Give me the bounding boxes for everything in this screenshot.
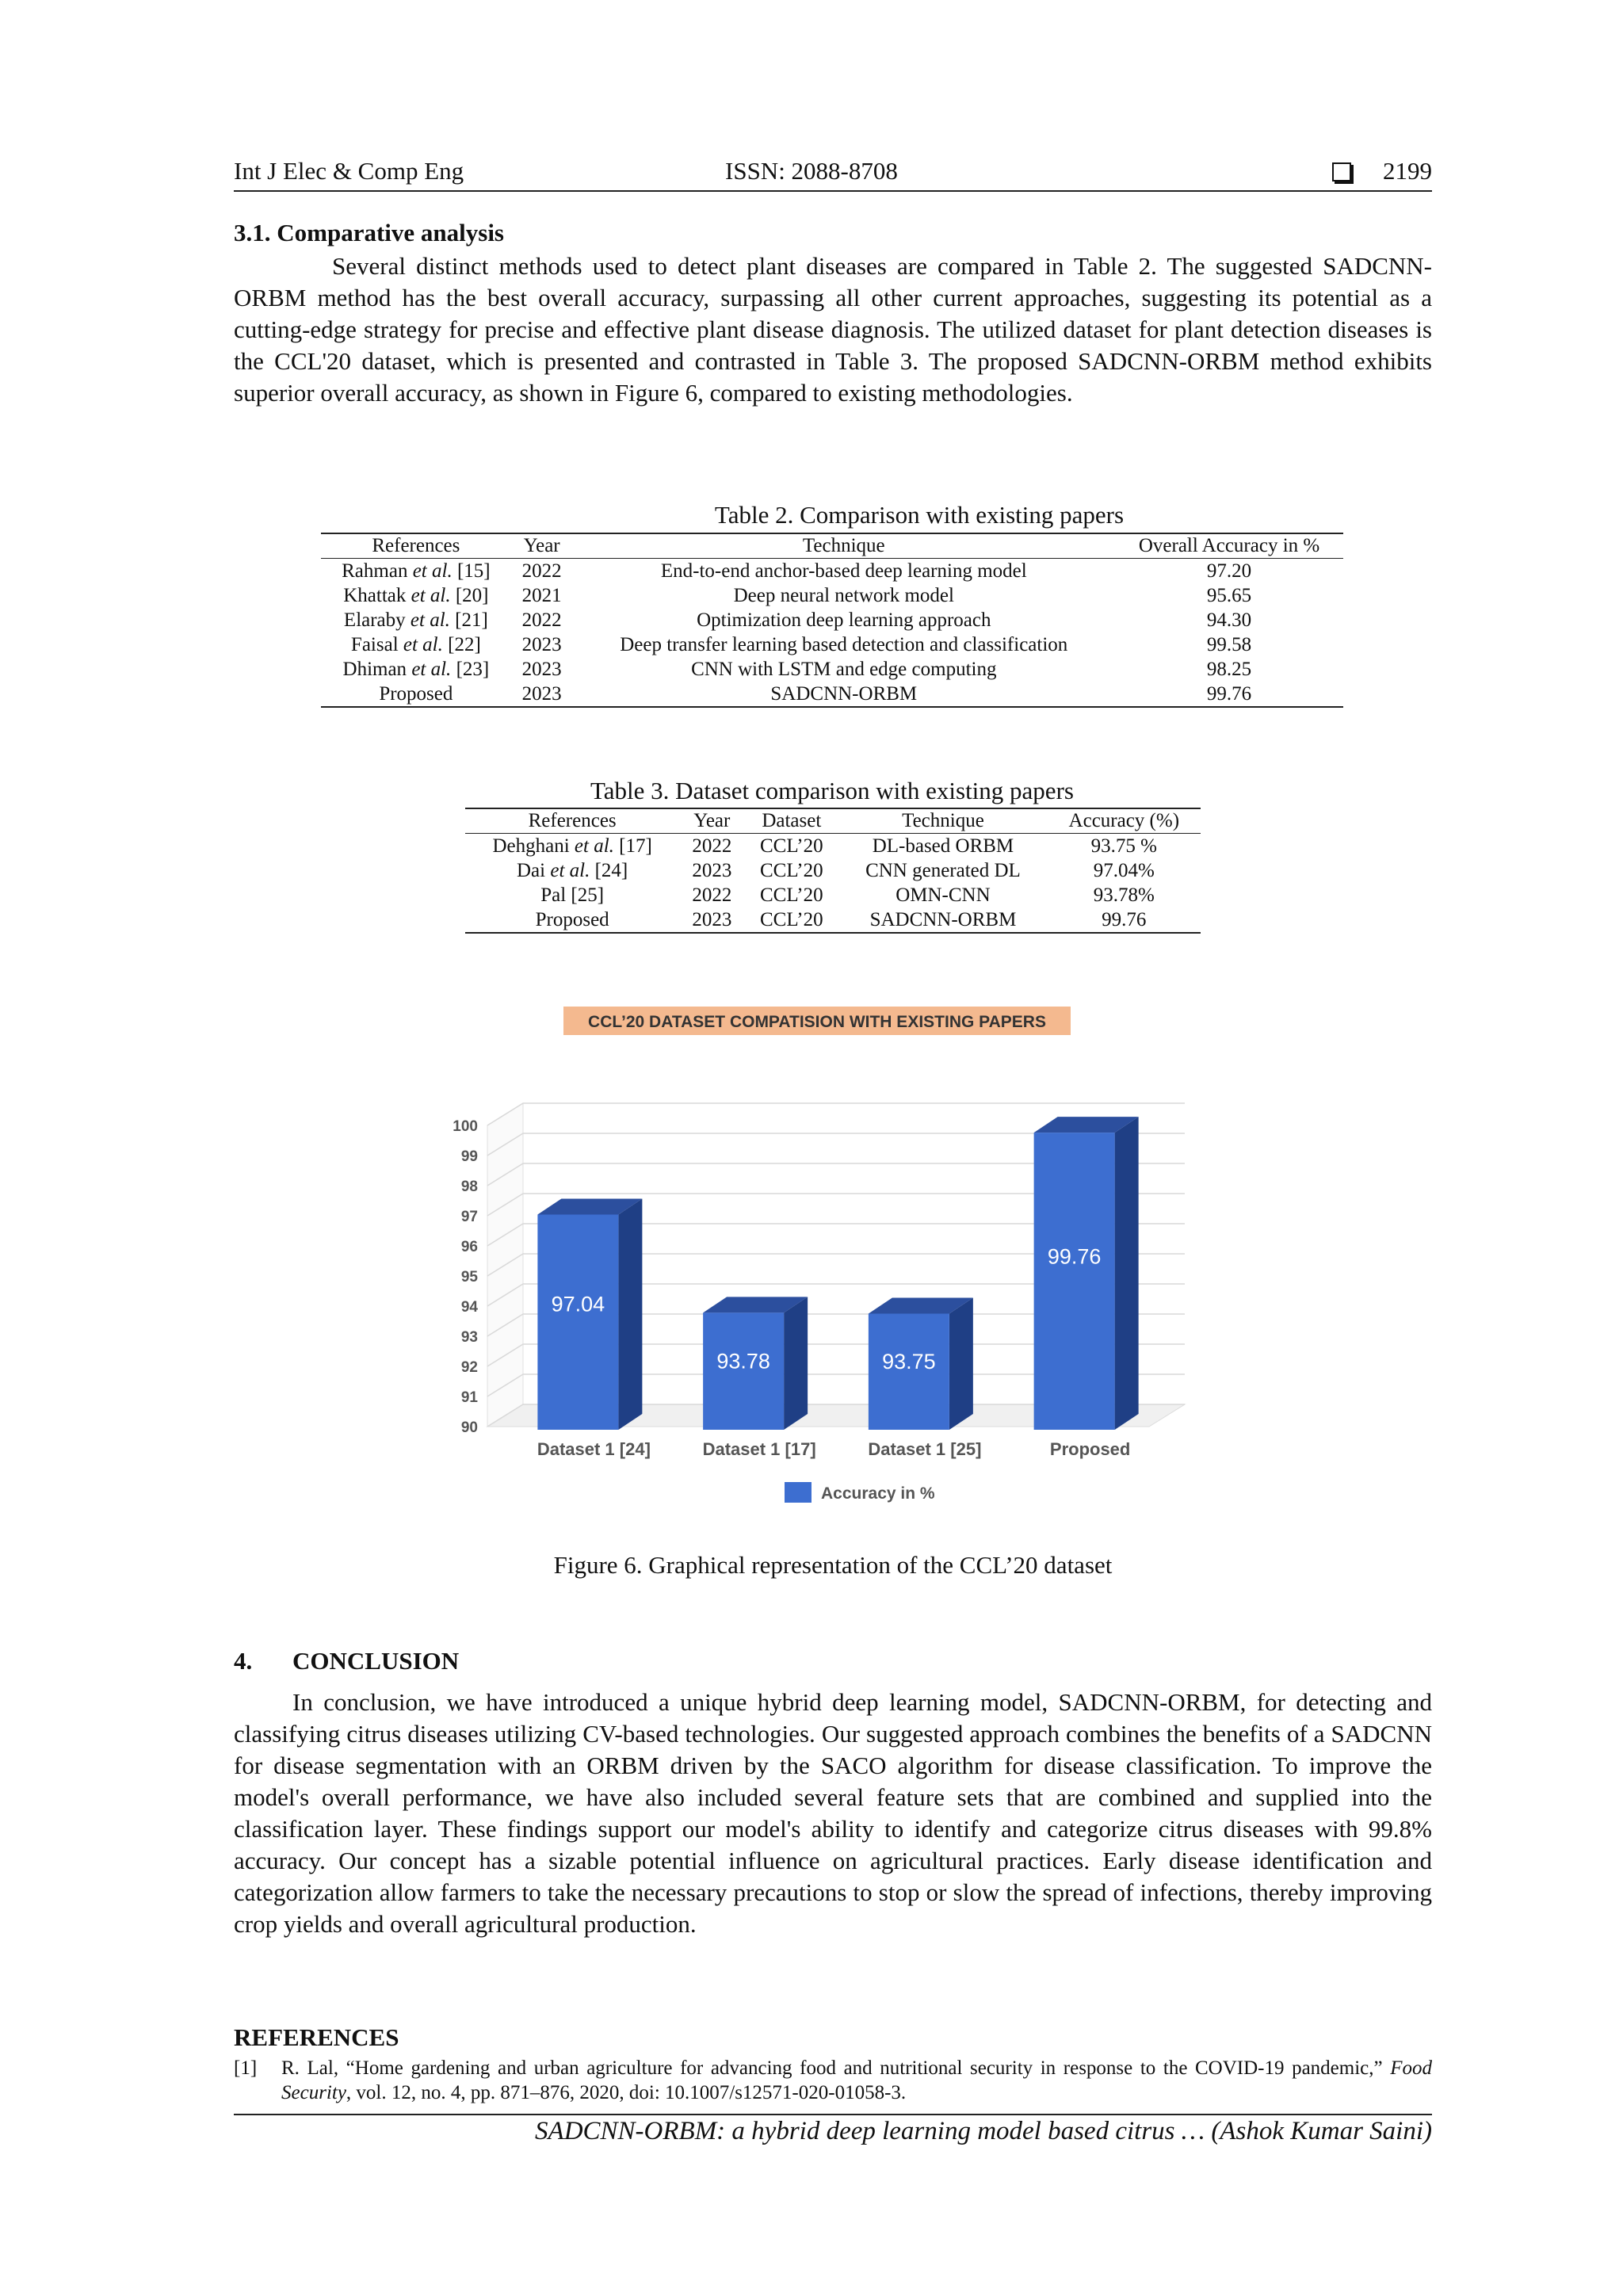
author: Dai (517, 860, 546, 881)
reference-details: , vol. 12, no. 4, pp. 871–876, 2020, doi: 10.1007/s12571-020-01058-3. (346, 2082, 907, 2103)
reference-cell (321, 583, 511, 608)
citation: [21] (455, 609, 488, 631)
table-row (465, 907, 1201, 933)
reference-number: [1] (234, 2057, 258, 2079)
reference-cell (321, 632, 511, 657)
year-cell: 2022 (692, 884, 732, 906)
table2-caption: Table 2. Comparison with existing papers (714, 501, 1125, 529)
et-al: et al. (412, 560, 453, 582)
author: Pal (540, 884, 567, 906)
bar-data-label: 99.76 (1047, 1244, 1102, 1269)
dataset-cell: CCL’20 (759, 860, 823, 881)
y-tick-label: 95 (460, 1269, 478, 1286)
author: Faisal (350, 634, 399, 655)
bar-chart (376, 1007, 1288, 1530)
table3-header-cell: References (465, 808, 679, 834)
conclusion-paragraph: In conclusion, we have introduced a unique hybrid deep learning model, SADCNN-ORBM, for detecting and classifying citrus diseases utilizing CV-based technologies. Our suggested approach combines the benefits of a SADCNN for disease segmentation with an ORBM driven by the SACO algorithm for disease classification. To improve the model's overall performance, we have also included several feature sets that are combined and supplied into the classification layer. These findings support our model's ability to identify and categorize citrus diseases with 99.8% accuracy. Our concept has a sizable potential influence on agricultural practices. Early disease identification and categorization allow farmers to take the necessary precautions to stop or slow the spread of infections, thereby improving crop yields and overall agricultural production. (234, 1688, 1432, 1938)
bar-data-label: 93.78 (716, 1349, 770, 1373)
figure-caption: Figure 6. Graphical representation of the CCL’20 dataset (553, 1551, 1113, 1579)
table2-header-cell: Technique (572, 533, 1115, 559)
table2 (321, 533, 1343, 708)
y-tick-label: 91 (460, 1389, 478, 1406)
y-tick-label: 94 (460, 1299, 478, 1316)
reference-cell (465, 883, 679, 907)
citation: [24] (594, 860, 628, 881)
conclusion-title: CONCLUSION (292, 1647, 460, 1675)
table-row (321, 559, 1343, 584)
table-row (465, 834, 1201, 859)
year-cell: 2022 (521, 560, 562, 582)
checkbox-square-icon (1332, 162, 1351, 181)
table-row (321, 682, 1343, 707)
chart-title: CCL’20 DATASET COMPATISION WITH EXISTING PAPERS (588, 1013, 1046, 1031)
bar-data-label: 93.75 (882, 1350, 936, 1374)
technique-cell: CNN with LSTM and edge computing (691, 659, 997, 680)
reference-journal: Food Security (281, 2057, 1432, 2103)
citation: [15] (456, 560, 491, 582)
dataset-cell: CCL’20 (759, 884, 823, 906)
x-tick-label: Dataset 1 [24] (537, 1439, 651, 1459)
table3-header-cell: Accuracy (%) (1048, 808, 1201, 834)
et-al: et al. (403, 634, 443, 655)
x-tick-label: Dataset 1 [17] (702, 1439, 816, 1459)
reference-item (234, 2056, 1432, 2105)
citation: [25] (571, 884, 605, 906)
et-al: et al. (410, 609, 450, 631)
acc-cell: 98.25 (1206, 659, 1252, 680)
bar-side (784, 1297, 808, 1430)
reference-cell (321, 657, 511, 682)
section-paragraph: Several distinct methods used to detect plant diseases are compared in Table 2. The suggested SADCNN-ORBM method has the best overall accuracy, surpassing all other current approaches, suggesting its potential as a cutting-edge strategy for precise and effective plant disease diagnosis. The utilized dataset for plant detection diseases is the CCL'20 dataset, which is presented and contrasted in Table 3. The proposed SADCNN-ORBM method exhibits superior overall accuracy, as shown in Figure 6, compared to existing methodologies. (234, 252, 1432, 407)
citation: [22] (448, 634, 481, 655)
technique-cell: End-to-end anchor-based deep learning model (660, 560, 1027, 582)
reference-cell (465, 858, 679, 883)
acc-cell: 94.30 (1206, 609, 1252, 631)
y-tick-label: 100 (453, 1118, 478, 1135)
y-tick-label: 98 (460, 1179, 478, 1195)
reference-cell (465, 834, 679, 859)
x-tick-label: Dataset 1 [25] (868, 1439, 982, 1459)
acc-cell: 97.04% (1093, 860, 1155, 881)
technique-cell: Optimization deep learning approach (697, 609, 991, 631)
year-cell: 2023 (692, 860, 732, 881)
table3-caption: Table 3. Dataset comparison with existing papers (590, 777, 1074, 804)
table3-header-cell: Technique (838, 808, 1047, 834)
legend-label: Accuracy in % (821, 1484, 935, 1503)
references-heading: REFERENCES (234, 2023, 399, 2051)
technique-cell: SADCNN-ORBM (770, 683, 918, 705)
table-row (321, 608, 1343, 632)
et-al: et al. (550, 860, 590, 881)
technique-cell: Deep transfer learning based detection and classification (620, 634, 1068, 655)
citation: [17] (619, 835, 652, 857)
author: Dehghani (492, 835, 570, 857)
reference-cell (321, 682, 511, 707)
table3 (465, 808, 1201, 934)
page (234, 0, 1432, 2296)
bar (537, 1214, 618, 1430)
reference-cell (321, 608, 511, 632)
journal-name: Int J Elec & Comp Eng (234, 157, 464, 185)
running-header (234, 155, 1432, 192)
footer-rule (234, 2114, 1432, 2115)
bar (1034, 1133, 1115, 1430)
acc-cell: 93.75 % (1090, 835, 1157, 857)
year-cell: 2023 (521, 683, 562, 705)
technique-cell: OMN-CNN (896, 884, 991, 906)
table2-header-cell: Year (511, 533, 573, 559)
table-row (465, 858, 1201, 883)
y-tick-label: 93 (460, 1329, 478, 1346)
acc-cell: 99.58 (1206, 634, 1252, 655)
et-al: et al. (411, 585, 451, 606)
y-tick-label: 99 (460, 1148, 478, 1165)
acc-cell: 99.76 (1206, 683, 1252, 705)
acc-cell: 99.76 (1102, 909, 1147, 930)
author: Proposed (379, 683, 453, 705)
year-cell: 2023 (521, 634, 562, 655)
dataset-cell: CCL’20 (759, 835, 823, 857)
table2-header-cell: Overall Accuracy in % (1115, 533, 1343, 559)
citation: [20] (455, 585, 489, 606)
y-tick-label: 90 (460, 1419, 478, 1436)
table2-header-cell: References (321, 533, 511, 559)
reference-cell (465, 907, 679, 933)
table-row (465, 883, 1201, 907)
y-tick-label: 92 (460, 1359, 478, 1376)
year-cell: 2022 (692, 835, 732, 857)
et-al: et al. (411, 659, 452, 680)
conclusion-number: 4. (234, 1647, 253, 1675)
bar-side (618, 1198, 642, 1430)
author: Rahman (342, 560, 408, 582)
year-cell: 2023 (692, 909, 732, 930)
running-footer: SADCNN-ORBM: a hybrid deep learning model based citrus … (Ashok Kumar Saini) (535, 2117, 1432, 2145)
dataset-cell: CCL’20 (759, 909, 823, 930)
bar-side (949, 1298, 973, 1431)
x-tick-label: Proposed (1049, 1439, 1131, 1459)
year-cell: 2021 (521, 585, 562, 606)
legend-swatch (785, 1482, 812, 1503)
y-tick-label: 97 (460, 1209, 478, 1225)
acc-cell: 97.20 (1206, 560, 1252, 582)
author: Elaraby (343, 609, 406, 631)
table3-header-cell: Dataset (744, 808, 838, 834)
author: Dhiman (342, 659, 407, 680)
conclusion-heading (234, 1647, 459, 1675)
section-heading: 3.1. Comparative analysis (234, 219, 504, 246)
year-cell: 2023 (521, 659, 562, 680)
page-number: 2199 (1383, 157, 1432, 185)
bar-data-label: 97.04 (551, 1292, 605, 1316)
author: Proposed (535, 909, 609, 930)
acc-cell: 93.78% (1093, 884, 1155, 906)
technique-cell: Deep neural network model (733, 585, 954, 606)
et-al: et al. (574, 835, 614, 857)
technique-cell: CNN generated DL (865, 860, 1021, 881)
technique-cell: SADCNN-ORBM (869, 909, 1017, 930)
bar-side (1115, 1117, 1139, 1430)
reference-text: R. Lal, “Home gardening and urban agriculture for advancing food and nutritional security in response to the COVID-19 pandemic,” (281, 2057, 1391, 2079)
year-cell: 2022 (521, 609, 562, 631)
reference-cell (321, 559, 511, 584)
table-row (321, 657, 1343, 682)
author: Khattak (343, 585, 407, 606)
citation: [23] (456, 659, 490, 680)
acc-cell: 95.65 (1206, 585, 1252, 606)
table3-header-cell: Year (679, 808, 744, 834)
y-tick-label: 96 (460, 1239, 478, 1255)
table-row (321, 583, 1343, 608)
table-row (321, 632, 1343, 657)
technique-cell: DL-based ORBM (872, 835, 1014, 857)
issn: ISSN: 2088-8708 (725, 157, 898, 185)
